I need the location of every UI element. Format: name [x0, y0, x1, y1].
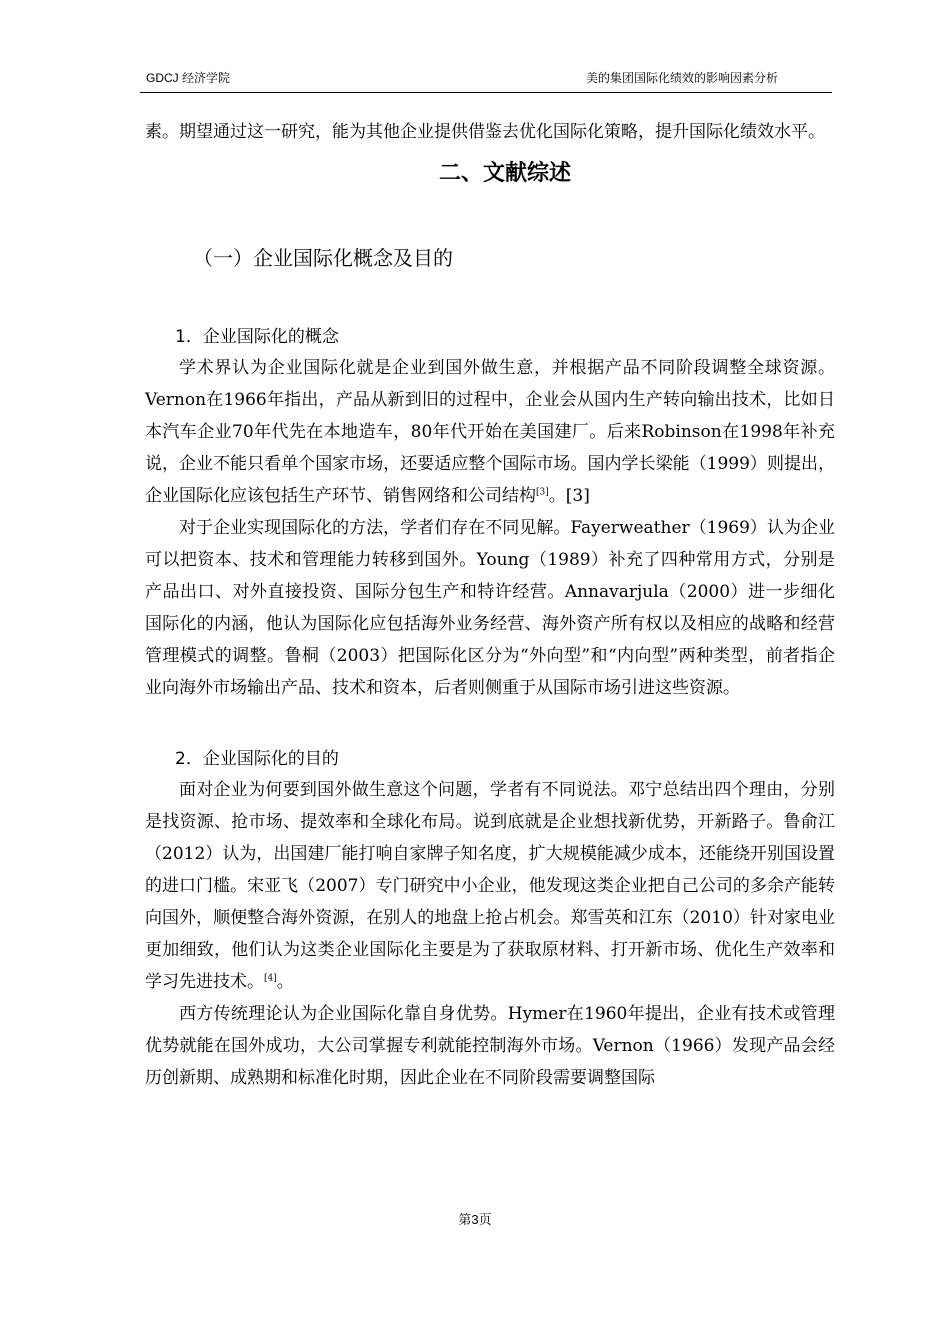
header-divider	[140, 92, 832, 93]
paragraph-concept-2: 对于企业实现国际化的方法，学者们存在不同见解。Fayerweather（1969）认为企业可以把资本、技术和管理能力转移到国外。Young（1989）补充了四种常用方式，分别是产品出口、对外直接投资、国际分包生产和特许经营。Annavarjula（2000）进一步细化国际化的内涵，他认为国际化应包括海外业务经营、海外资产所有权以及相应的战略和经营管理模式的调整。鲁桐（2003）把国际化区分为“外向型”和“内向型”两种类型，前者指企业向海外市场输出产品、技术和资本，后者则侧重于从国际市场引进这些资源。	[145, 518, 835, 698]
paragraph-purpose-2: 西方传统理论认为企业国际化靠自身优势。Hymer在1960年提出，企业有技术或管理优势就能在国外成功，大公司掌握专利就能控制海外市场。Vernon（1966）发现产品会经历创新期、成熟期和标准化时期，因此企业在不同阶段需要调整国际	[145, 1004, 835, 1088]
paragraph-tail: 。[3]	[548, 486, 590, 506]
header-right: 美的集团国际化绩效的影响因素分析	[585, 71, 778, 85]
paragraph-text: 学术界认为企业国际化就是企业到国外做生意，并根据产品不同阶段调整全球资源。Vernon在1966年指出，产品从新到旧的过程中，企业会从国内生产转向输出技术，比如日本汽车企业70年代先在本地造车，80年代开始在美国建厂。后来Robinson在1998年补充说，企业不能只看单个国家市场，还要适应整个国际市场。国内学长梁能（1999）则提出，企业国际化应该包括生产环节、销售网络和公司结构	[145, 358, 835, 506]
subsection-title: （一）企业国际化概念及目的	[193, 246, 453, 270]
heading-concept: 1．企业国际化的概念	[175, 327, 339, 347]
paragraph-concept-1	[145, 352, 835, 512]
intro-paragraph: 素。期望通过这一研究，能为其他企业提供借鉴去优化国际化策略，提升国际化绩效水平。	[145, 122, 825, 142]
section-title: 二、文献综述	[438, 161, 571, 186]
header-left: GDCJ 经济学院	[146, 71, 231, 85]
paragraph-tail: 。	[276, 972, 294, 992]
heading-purpose: 2．企业国际化的目的	[175, 749, 339, 769]
citation-ref: [3]	[536, 487, 549, 498]
page-number: 第3页	[458, 1212, 492, 1227]
page-body	[145, 116, 835, 1094]
paragraph-text: 面对企业为何要到国外做生意这个问题，学者有不同说法。邓宁总结出四个理由，分别是找资源、抢市场、提效率和全球化布局。说到底就是企业想找新优势，开新路子。鲁俞江（2012）认为，出国建厂能打响自家牌子知名度，扩大规模能减少成本，还能绕开别国设置的进口门槛。宋亚飞（2007）专门研究中小企业，他发现这类企业把自己公司的多余产能转向国外，顺便整合海外资源，在别人的地盘上抢占机会。郑雪英和江东（2010）针对家电业更加细致，他们认为这类企业国际化主要是为了获取原材料、打开新市场、优化生产效率和学习先进技术。	[145, 780, 835, 992]
page-header	[146, 70, 778, 86]
citation-ref: [4]	[264, 973, 277, 984]
paragraph-purpose-1	[145, 774, 835, 998]
